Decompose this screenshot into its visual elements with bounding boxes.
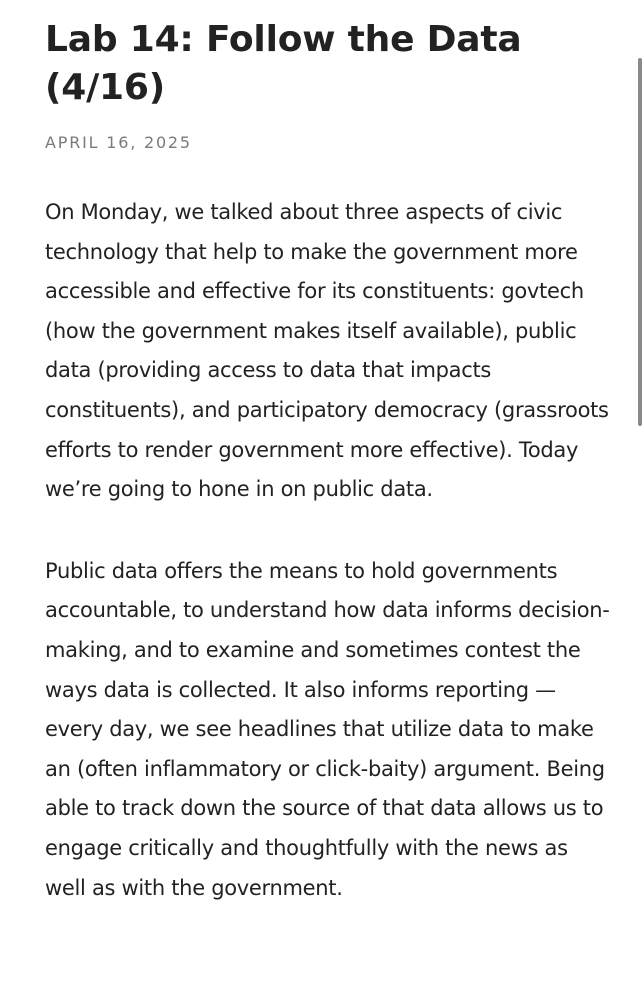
page-title: Lab 14: Follow the Data (4/16) [45, 19, 522, 108]
post-date: APRIL 16, 2025 [45, 133, 192, 152]
scrollbar-thumb[interactable] [638, 58, 642, 426]
scrollbar[interactable] [636, 0, 644, 1000]
article [45, 16, 610, 908]
paragraph-intro: On Monday, we talked about three aspects of civic technology that help to make the government more accessible and effective for its constituents: govtech (how the government makes itself available), public data (providing access to data that impacts constituents), and participatory democracy (grassroots efforts to render government more effective). Today we’re going to hone in on public data. [45, 200, 609, 502]
paragraph-public-data: Public data offers the means to hold governments accountable, to understand how data informs decision-making, and to examine and sometimes contest the ways data is collected. It also informs reporting — every day, we see headlines that utilize data to make an (often inflammatory or click-baity) argument. Being able to track down the source of that data allows us to engage critically and thoughtfully with the news as well as with the government. [45, 558, 610, 900]
